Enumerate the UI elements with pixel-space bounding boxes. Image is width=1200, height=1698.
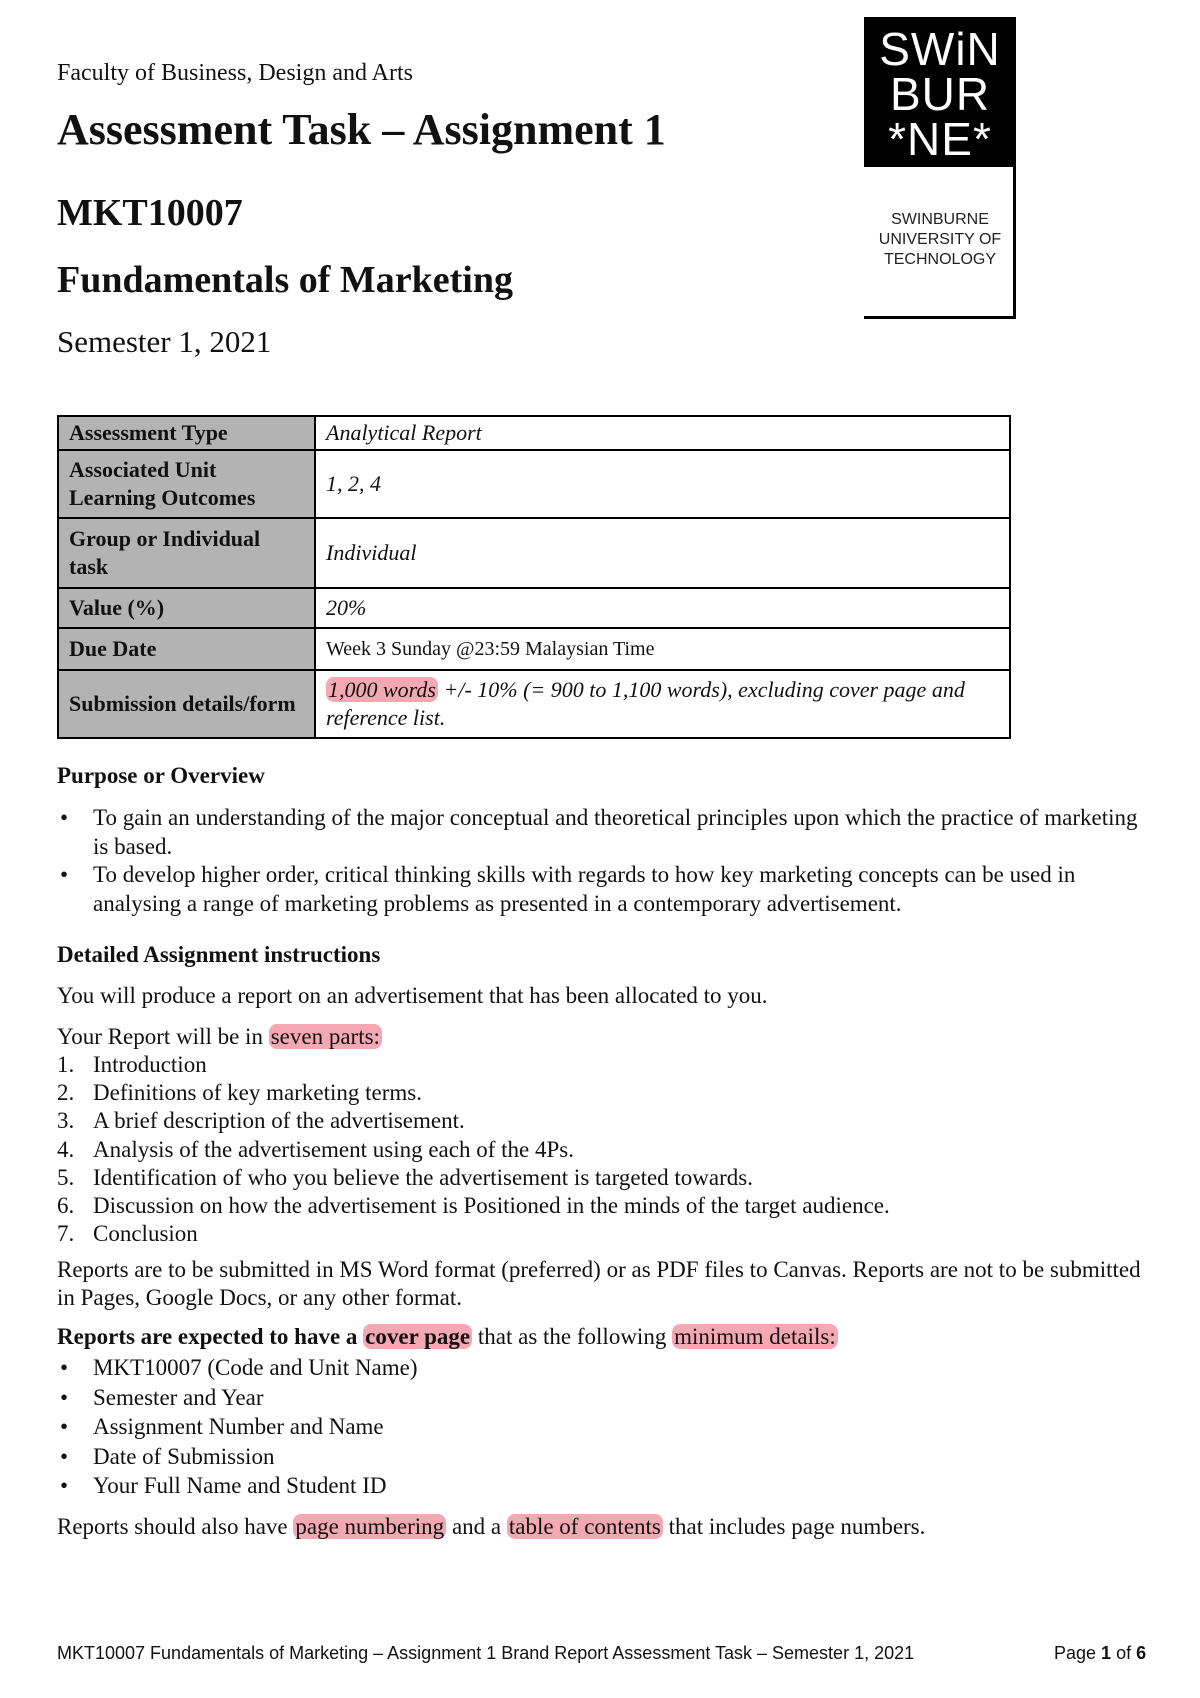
- list-item: [57, 1051, 890, 1079]
- faculty-name: Faculty of Business, Design and Arts: [57, 60, 413, 86]
- swinburne-logo: [864, 17, 1016, 319]
- instructions-intro: You will produce a report on an advertisement that has been allocated to you.: [57, 983, 768, 1008]
- also-suffix: that includes page numbers.: [662, 1514, 926, 1539]
- list-item: • MKT10007 (Code and Unit Name): [57, 1353, 1147, 1383]
- logo-line-1: SWiN: [879, 23, 1001, 75]
- highlight-minimum-details: minimum details:: [674, 1324, 836, 1349]
- purpose-list: [57, 804, 1147, 918]
- row-value: [315, 670, 1010, 738]
- row-label: Value (%): [58, 588, 315, 628]
- list-number: 5.: [57, 1164, 75, 1190]
- list-item: [57, 1220, 890, 1248]
- list-text: A brief description of the advertisement.: [93, 1108, 465, 1134]
- assessment-info-table: [57, 415, 1011, 739]
- logo-line-3: *NE*: [888, 113, 992, 165]
- list-number: 4.: [57, 1136, 75, 1162]
- row-value: Week 3 Sunday @23:59 Malaysian Time: [315, 628, 1010, 670]
- page-numbering-paragraph: [57, 1513, 1147, 1541]
- row-value: Analytical Report: [315, 416, 1010, 450]
- cover-mid: that as the following: [472, 1324, 673, 1349]
- table-row: [58, 450, 1010, 518]
- list-number: 3.: [57, 1108, 75, 1134]
- semester: Semester 1, 2021: [57, 324, 272, 359]
- unit-code: MKT10007: [57, 192, 243, 234]
- highlight-page-numbering: page numbering: [295, 1514, 445, 1539]
- format-paragraph: Reports are to be submitted in MS Word format (preferred) or as PDF files to Canvas. Reports are not to be submitted in Pages, Google Docs, or any other format.: [57, 1257, 1141, 1310]
- row-value: 1, 2, 4: [315, 450, 1010, 518]
- parts-prefix: Your Report will be in: [57, 1024, 269, 1049]
- cover-bold: Reports are expected to have a: [57, 1324, 364, 1349]
- purpose-heading: Purpose or Overview: [57, 763, 265, 788]
- footer-text: MKT10007 Fundamentals of Marketing – Assignment 1 Brand Report Assessment Task – Semester 1, 2021: [57, 1643, 915, 1663]
- list-text: Identification of who you believe the advertisement is targeted towards.: [93, 1164, 753, 1190]
- table-row: [58, 518, 1010, 588]
- logo-subtitle: [864, 210, 1016, 270]
- row-value: Individual: [315, 518, 1010, 588]
- cover-page-paragraph: [57, 1323, 1147, 1351]
- row-value: 20%: [315, 588, 1010, 628]
- list-item: [57, 1192, 890, 1220]
- parts-list: [57, 1051, 890, 1248]
- row-label: Due Date: [58, 628, 315, 670]
- also-prefix: Reports should also have: [57, 1514, 294, 1539]
- page-total: 6: [1136, 1643, 1147, 1663]
- list-text: Conclusion: [93, 1221, 198, 1247]
- list-item: • To gain an understanding of the major conceptual and theoretical principles upon which the practice of marketing is based.: [57, 804, 1147, 861]
- logo-sub-2: UNIVERSITY OF: [878, 231, 1002, 248]
- list-item: • Assignment Number and Name: [57, 1412, 1147, 1442]
- table-row: [58, 670, 1010, 738]
- list-item: [57, 1107, 890, 1135]
- logo-rule-horizontal: [864, 316, 1016, 319]
- page-number: 1: [1101, 1643, 1112, 1663]
- list-number: 1.: [57, 1052, 75, 1077]
- list-number: 2.: [57, 1080, 75, 1106]
- highlight-seven-parts: seven parts:: [270, 1024, 380, 1049]
- list-item: • Semester and Year: [57, 1383, 1147, 1413]
- list-text: Discussion on how the advertisement is Positioned in the minds of the target audience.: [93, 1193, 890, 1219]
- cover-details-list: [57, 1353, 1147, 1501]
- parts-intro: [57, 1023, 1147, 1051]
- logo-sub-1: SWINBURNE: [891, 211, 989, 228]
- row-label: Associated Unit Learning Outcomes: [58, 450, 315, 518]
- list-text: Introduction: [93, 1052, 207, 1077]
- highlight-word-count: 1,000 words: [328, 677, 436, 702]
- highlight-cover-page: cover page: [365, 1324, 471, 1349]
- row-label: Group or Individual task: [58, 518, 315, 588]
- of-label: of: [1111, 1643, 1137, 1663]
- list-text: Definitions of key marketing terms.: [93, 1080, 422, 1106]
- table-row: [58, 628, 1010, 670]
- list-item: [57, 1079, 890, 1107]
- page-indicator: [1054, 1643, 1146, 1664]
- list-text: Analysis of the advertisement using each of the 4Ps.: [93, 1136, 574, 1162]
- row-label: Submission details/form: [58, 670, 315, 738]
- highlight-table-of-contents: table of contents: [508, 1514, 661, 1539]
- instructions-heading: Detailed Assignment instructions: [57, 942, 381, 967]
- table-row: [58, 416, 1010, 450]
- logo-sub-3: TECHNOLOGY: [883, 251, 996, 268]
- list-item: [57, 1136, 890, 1164]
- list-item: • Date of Submission: [57, 1442, 1147, 1472]
- logo-line-2: BUR: [889, 68, 991, 120]
- unit-name: Fundamentals of Marketing: [57, 259, 513, 301]
- list-number: 7.: [57, 1221, 75, 1247]
- list-item: • To develop higher order, critical thinking skills with regards to how key marketing concepts can be used in analysing a range of marketing problems as presented in a contemporary advertisement.: [57, 861, 1147, 918]
- list-number: 6.: [57, 1193, 75, 1219]
- page-label: Page: [1054, 1643, 1102, 1663]
- logo-box: [864, 17, 1016, 167]
- row-label: Assessment Type: [58, 416, 315, 450]
- document-title: Assessment Task – Assignment 1: [57, 105, 666, 154]
- row-value-rest: +/- 10% (= 900 to 1,100 words), excluding cover page and reference list.: [326, 677, 965, 730]
- list-item: • Your Full Name and Student ID: [57, 1471, 1147, 1501]
- list-item: [57, 1164, 890, 1192]
- table-row: [58, 588, 1010, 628]
- also-mid: and a: [446, 1514, 507, 1539]
